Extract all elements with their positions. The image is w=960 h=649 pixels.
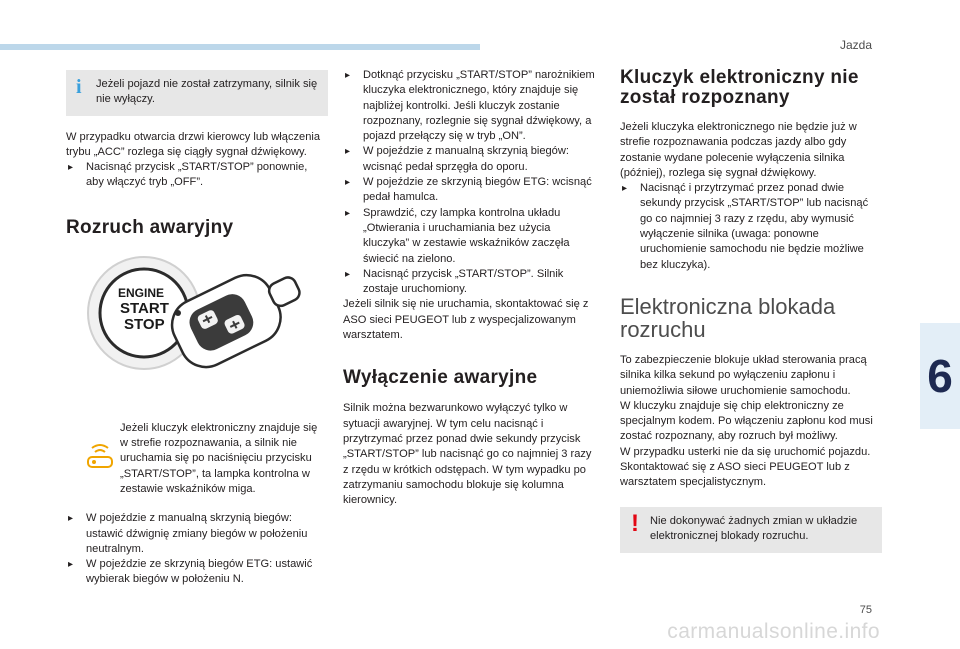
column-right <box>620 68 882 553</box>
bullet-item: ▸ Nacisnąć przycisk „START/STOP”. Silnik zostaje uruchomiony. <box>343 267 595 298</box>
section-title: Jazda <box>839 38 872 52</box>
heading-key-not-recognized: Kluczyk elektroniczny nie został rozpoznany <box>620 67 859 108</box>
info-text: Jeżeli pojazd nie został zatrzymany, silnik się nie wyłączy. <box>96 78 318 106</box>
button-label-stop: STOP <box>124 315 165 333</box>
info-box <box>66 70 328 116</box>
paragraph: To zabezpieczenie blokuje układ sterowania pracą silnika kilka sekund po wyłączeniu zapłonu i uniemożliwia siłowe uruchomienie samochodu. <box>620 353 867 397</box>
warning-box <box>620 507 882 554</box>
bullet-item: ▸ Sprawdzić, czy lampka kontrolna układu „Otwierania i uruchamiania bez użycia kluczyka” w zestawie wskaźników zaczęła świecić na zielono. <box>343 206 595 267</box>
bullet-item: ▸ Nacisnąć przycisk „START/STOP” ponownie, aby włączyć tryb „OFF”. <box>66 160 328 191</box>
key-detected-icon <box>86 443 114 469</box>
key-start-illustration <box>66 255 328 403</box>
bullet-item: ▸ W pojeździe z manualną skrzynią biegów: ustawić dźwignię zmiany biegów w położeniu neutralnym. <box>66 511 328 557</box>
bullet-item: ▸ W pojeździe ze skrzynią biegów ETG: ustawić wybierak biegów w położeniu N. <box>66 557 328 588</box>
header-accent-bar <box>0 44 480 50</box>
heading-emergency-start: Rozruch awaryjny <box>66 216 234 238</box>
paragraph: Silnik można bezwarunkowo wyłączyć tylko w sytuacji awaryjnej. W tym celu nacisnąć i przytrzymać przez ponad dwie sekundy przycisk „START/STOP” lub nacisnąć go co najmniej 3 razy z rzędu w krótkich odstępach. W tym wypadku po zatrzymaniu samochodu blokuje się kolumna kierownicy. <box>343 402 592 507</box>
column-left <box>66 70 328 588</box>
paragraph: Skontaktować się z ASO sieci PEUGEOT lub z warsztatem specjalistycznym. <box>620 461 850 489</box>
key-fob-drawing <box>163 255 312 376</box>
column-middle <box>343 68 595 508</box>
bullet-item: ▸ Nacisnąć i przytrzymać przez ponad dwie sekundy przycisk „START/STOP” lub nacisnąć go co najmniej 3 razy z rzędu, aby wymusić wyłączenie silnika (uwaga: ponowne uruchomienie samochodu nie będzie możliwe bez kluczyka). <box>620 181 882 273</box>
paragraph: W przypadku otwarcia drzwi kierowcy lub włączenia trybu „ACC” rozlega się ciągły sygnał dźwiękowy. <box>66 130 321 158</box>
key-warning-info <box>66 421 328 497</box>
key-info-text: Jeżeli kluczyk elektroniczny znajduje się w strefie rozpoznawania, a silnik nie uruchamia się po naciśnięciu przycisku „START/STOP”, ta lampka kontrolna w zestawie wskaźników miga. <box>120 421 318 495</box>
button-label-start: START <box>120 299 169 317</box>
page-number: 75 <box>859 604 872 616</box>
warning-text: Nie dokonywać żadnych zmian w układzie elektronicznej blokady rozruchu. <box>650 514 858 542</box>
heading-emergency-stop: Wyłączenie awaryjne <box>343 367 538 389</box>
bullet-item: ▸ W pojeździe ze skrzynią biegów ETG: wcisnąć pedał hamulca. <box>343 175 595 206</box>
info-icon: i <box>76 76 82 98</box>
paragraph: Jeżeli kluczyka elektronicznego nie będzie już w strefie rozpoznawania podczas jazdy albo gdy zostanie wydane polecenie wyłączenia silnika (później), rozlega się sygnał dźwiękowy. <box>620 121 857 179</box>
watermark: carmanualsonline.info <box>667 620 880 643</box>
heading-immobiliser: Elektroniczna blokada rozruchu <box>620 293 836 342</box>
key-start-illustration-svg <box>66 255 328 403</box>
button-label-engine: ENGINE <box>118 285 165 300</box>
paragraph: Jeżeli silnik się nie uruchamia, skontaktować się z ASO sieci PEUGEOT lub z wyspecjalizowanym warsztatem. <box>343 298 589 342</box>
bullet-item: ▸ W pojeździe z manualną skrzynią biegów: wcisnąć pedał sprzęgła do oporu. <box>343 144 595 175</box>
chapter-tab[interactable] <box>920 323 960 429</box>
bullet-item: ▸ Dotknąć przycisku „START/STOP” narożnikiem kluczyka elektronicznego, który znajduje się najbliżej kontrolki. Jeśli kluczyk zostanie rozpoznany, rozlegnie się sygnał dźwiękowy, a pojazd przełączy się w tryb „ON”. <box>343 68 595 144</box>
chapter-number: 6 <box>927 350 953 402</box>
paragraph: W przypadku usterki nie da się uruchomić pojazdu. <box>620 445 871 458</box>
warning-icon: ! <box>631 509 639 537</box>
paragraph: W kluczyku znajduje się chip elektroniczny ze specjalnym kodem. Po włączeniu zapłonu kod musi zostać rozpoznany, aby rozruch był możliwy. <box>620 399 873 443</box>
